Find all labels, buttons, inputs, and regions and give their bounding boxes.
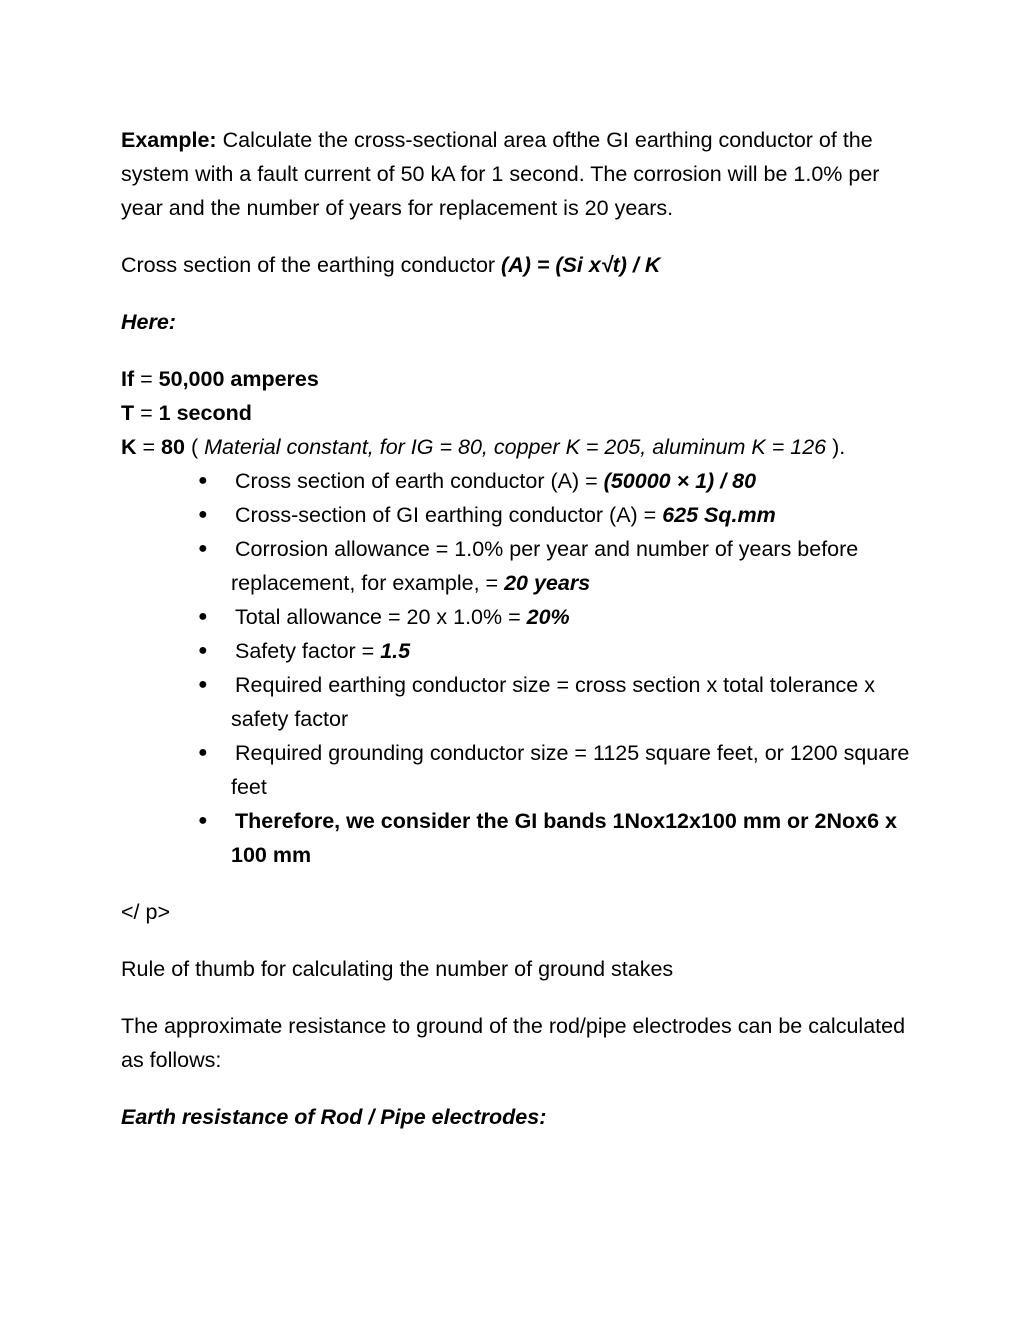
variable-t [121,396,911,430]
example-paragraph [121,123,911,225]
formula-expression: (A) = (Si x√t) / K [501,253,661,277]
variable-k [121,430,911,464]
if-value: 50,000 amperes [158,367,319,391]
bullet-icon: ● [198,540,208,557]
list-item [121,532,911,600]
list-item [121,668,911,736]
rule-of-thumb: Rule of thumb for calculating the number of ground stakes [121,957,674,981]
k-open-paren: ( [184,435,205,459]
list-item-emphasis: 1.5 [380,639,411,663]
list-item-text: Cross section of earth conductor (A) = [235,469,604,493]
formula-paragraph [121,248,911,282]
list-item-text: Required grounding conductor size = 1125 square feet, or 1200 square feet [231,741,910,799]
list-item [121,498,911,532]
document-body [121,123,911,1157]
example-text: Calculate the cross-sectional area ofthe GI earthing conductor of the system with a fault current of 50 kA for 1 second. The corrosion will be 1.0% per year and the number of years for replacement is 20 years. [121,128,880,220]
k-close-paren: ). [826,435,846,459]
list-item [121,634,911,668]
list-item [121,804,911,872]
list-item-text: Total allowance = 20 x 1.0% = [235,605,527,629]
here-label: Here: [121,310,176,334]
stray-closing-tag: </ p> [121,900,171,924]
k-label: K [121,435,137,459]
variable-if [121,362,911,396]
k-value: 80 [161,435,185,459]
bullet-icon: ● [198,744,208,761]
bullet-icon: ● [198,812,208,829]
earth-resistance-heading: Earth resistance of Rod / Pipe electrodes: [121,1105,547,1129]
bullet-icon: ● [198,608,208,625]
bullet-icon: ● [198,642,208,659]
bullet-icon: ● [198,676,208,693]
list-item-text: Required earthing conductor size = cross section x total tolerance x safety factor [231,673,875,731]
example-label: Example: [121,128,217,152]
if-equals: = [134,367,159,391]
list-item-text: Corrosion allowance = 1.0% per year and number of years before replacement, for example, = [231,537,859,595]
list-item-text: Cross-section of GI earthing conductor (A) = [235,503,663,527]
list-item-bold-text: Therefore, we consider the GI bands 1Nox12x100 mm or 2Nox6 x 100 mm [231,809,897,867]
calculation-list [121,464,911,872]
formula-text: Cross section of the earthing conductor [121,253,502,277]
bullet-icon: ● [198,506,208,523]
approx-resistance-text: The approximate resistance to ground of the rod/pipe electrodes can be calculated as follows: [121,1014,906,1072]
variables-block [121,362,911,464]
list-item-emphasis: 20 years [504,571,591,595]
t-value: 1 second [158,401,252,425]
list-item-emphasis: 625 Sq.mm [662,503,776,527]
list-item-text: Safety factor = [235,639,381,663]
t-equals: = [134,401,159,425]
list-item [121,736,911,804]
t-label: T [121,401,135,425]
list-item [121,600,911,634]
k-note: Material constant, for IG = 80, copper K = 205, aluminum K = 126 [204,435,827,459]
list-item-emphasis: (50000 × 1) / 80 [603,469,757,493]
if-label: If [121,367,135,391]
k-equals: = [136,435,162,459]
bullet-icon: ● [198,472,208,489]
list-item [121,464,911,498]
list-item-emphasis: 20% [526,605,570,629]
